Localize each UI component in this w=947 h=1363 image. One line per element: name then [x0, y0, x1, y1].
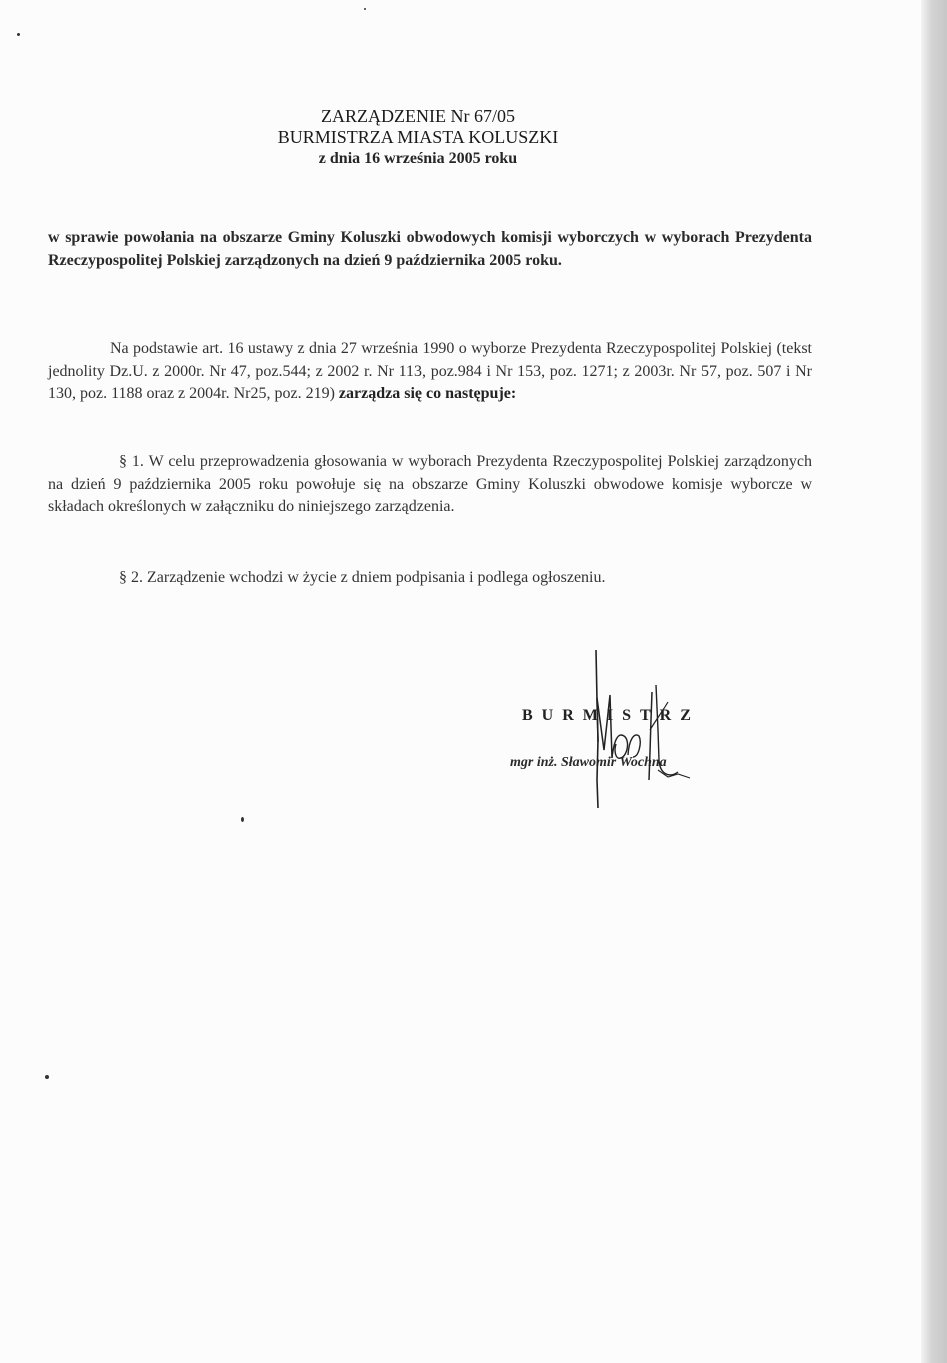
signature-title: BURMISTRZ — [522, 707, 700, 724]
header-date: z dnia 16 września 2005 roku — [318, 150, 518, 167]
legal-basis-text: Na podstawie art. 16 ustawy z dnia 27 września 1990 o wyborze Prezydenta Rzeczypospolitej Polskiej (tekst jednolity Dz.U. z 2000r. Nr 47, poz.544; z 2002 r. Nr 113, poz.984 i Nr 153, poz. 1271; z 2003r. Nr 57, poz. 507 i Nr 130, poz. 1188 oraz z 2004r. Nr25, poz. 219) — [48, 340, 812, 402]
scan-speck — [45, 1075, 49, 1079]
scan-speck — [241, 817, 244, 822]
section-1-text: § 1. W celu przeprowadzenia głosowania w wyborach Prezydenta Rzeczypospolitej Polskiej zarządzonych na dzień 9 października 2005 roku powołuje się na obszarze Gminy Koluszki obwodowe komisje wyborcze w składach określonych w załączniku do niniejszego zarządzenia. — [48, 453, 812, 515]
header-issuer: BURMISTRZA MIASTA KOLUSZKI — [277, 127, 559, 147]
section-1-paragraph — [48, 451, 812, 519]
decree-phrase: zarządza się co następuje: — [338, 385, 517, 402]
legal-basis-paragraph — [48, 338, 812, 406]
section-2-text: § 2. Zarządzenie wchodzi w życie z dniem podpisania i podlega ogłoszeniu. — [119, 569, 606, 586]
handwritten-signature — [500, 640, 800, 820]
scan-speck — [17, 33, 20, 36]
scan-speck — [364, 8, 366, 10]
document-subject: w sprawie powołania na obszarze Gminy Koluszki obwodowych komisji wyborczych w wyborach Prezydenta Rzeczypospolitej Polskiej zarządzonych na dzień 9 października 2005 roku. — [48, 229, 812, 269]
signatory-name: mgr inż. Sławomir Wochna — [510, 755, 667, 770]
scan-edge-shadow — [921, 0, 947, 1363]
signature-block — [500, 640, 800, 820]
section-2-paragraph — [48, 567, 812, 590]
document-header — [0, 106, 836, 169]
header-title: ZARZĄDZENIE Nr 67/05 — [321, 106, 515, 126]
